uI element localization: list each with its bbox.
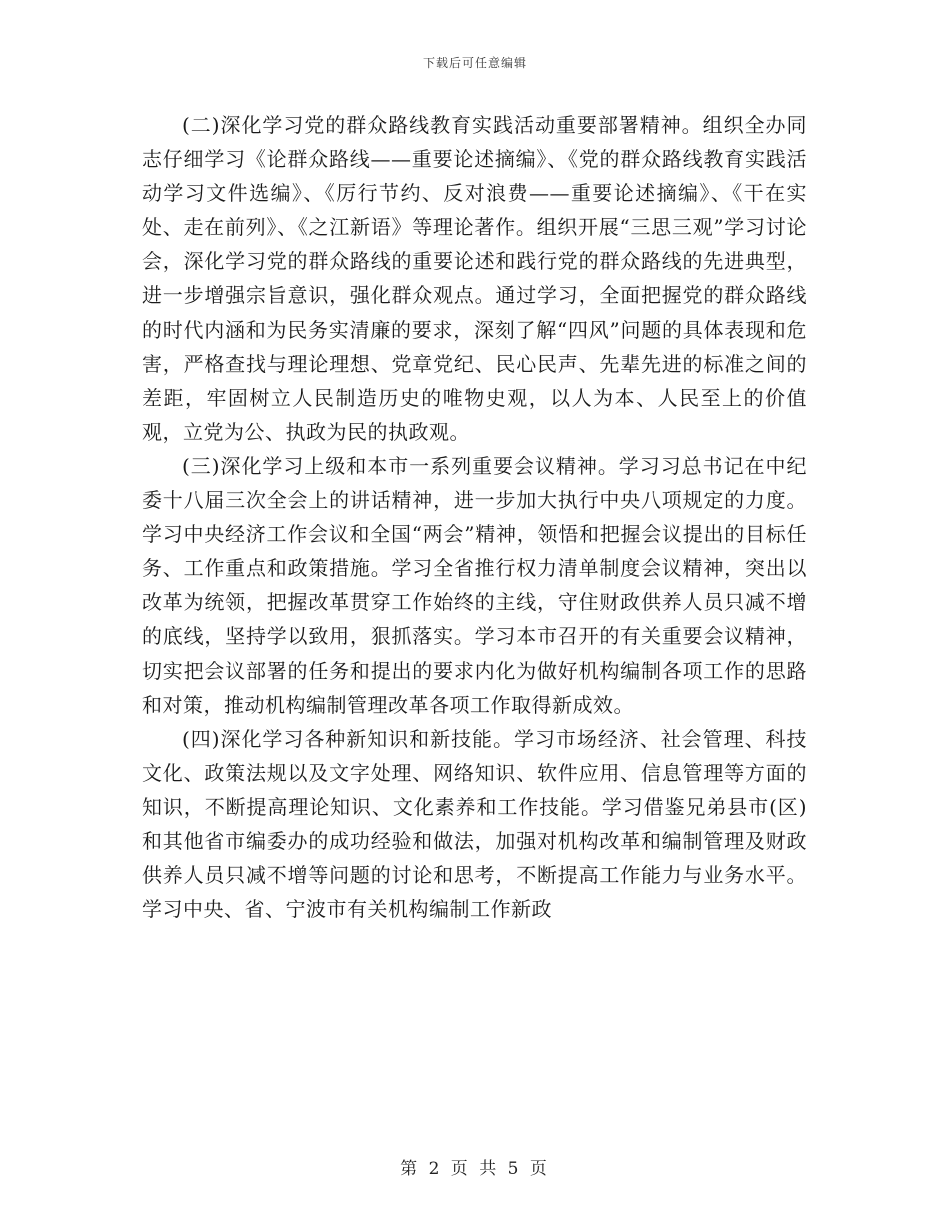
paragraph-section-3: (三)深化学习上级和本市一系列重要会议精神。学习习总书记在中纪委十八届三次全会上的讲话精神，进一步加大执行中央八项规定的力度。学习中央经济工作会议和全国“两会”精神，领悟和把握会议提出的目标任务、工作重点和政策措施。学习全省推行权力清单制度会议精神，突出以改革为统领，把握改革贯穿工作始终的主线，守住财政供养人员只减不增的底线，坚持学以致用，狠抓落实。学习本市召开的有关重要会议精神，切实把会议部署的任务和提出的要求内化为做好机构编制各项工作的思路和对策，推动机构编制管理改革各项工作取得新成效。: [142, 453, 807, 717]
paragraph-section-2: (二)深化学习党的群众路线教育实践活动重要部署精神。组织全办同志仔细学习《论群众路线——重要论述摘编》、《党的群众路线教育实践活动学习文件选编》、《厉行节约、反对浪费——重要论述摘编》、《干在实处、走在前列》、《之江新语》等理论著作。组织开展“三思三观”学习讨论会，深化学习党的群众路线的重要论述和践行党的群众路线的先进典型，进一步增强宗旨意识，强化群众观点。通过学习，全面把握党的群众路线的时代内涵和为民务实清廉的要求，深刻了解“四风”问题的具体表现和危害，严格查找与理论理想、党章党纪、民心民声、先辈先进的标准之间的差距，牢固树立人民制造历史的唯物史观，以人为本、人民至上的价值观，立党为公、执政为民的执政观。: [142, 113, 807, 444]
paragraph-section-4: (四)深化学习各种新知识和新技能。学习市场经济、社会管理、科技文化、政策法规以及文字处理、网络知识、软件应用、信息管理等方面的知识，不断提高理论知识、文化素养和工作技能。学习借鉴兄弟县市(区)和其他省市编委办的成功经验和做法，加强对机构改革和编制管理及财政供养人员只减不增等问题的讨论和思考，不断提高工作能力与业务水平。学习中央、省、宁波市有关机构编制工作新政: [142, 726, 807, 922]
page-header-note: 下载后可任意编辑: [422, 56, 527, 70]
document-body: [142, 108, 807, 926]
page-number: 第 2 页 共 5 页: [400, 1159, 550, 1179]
